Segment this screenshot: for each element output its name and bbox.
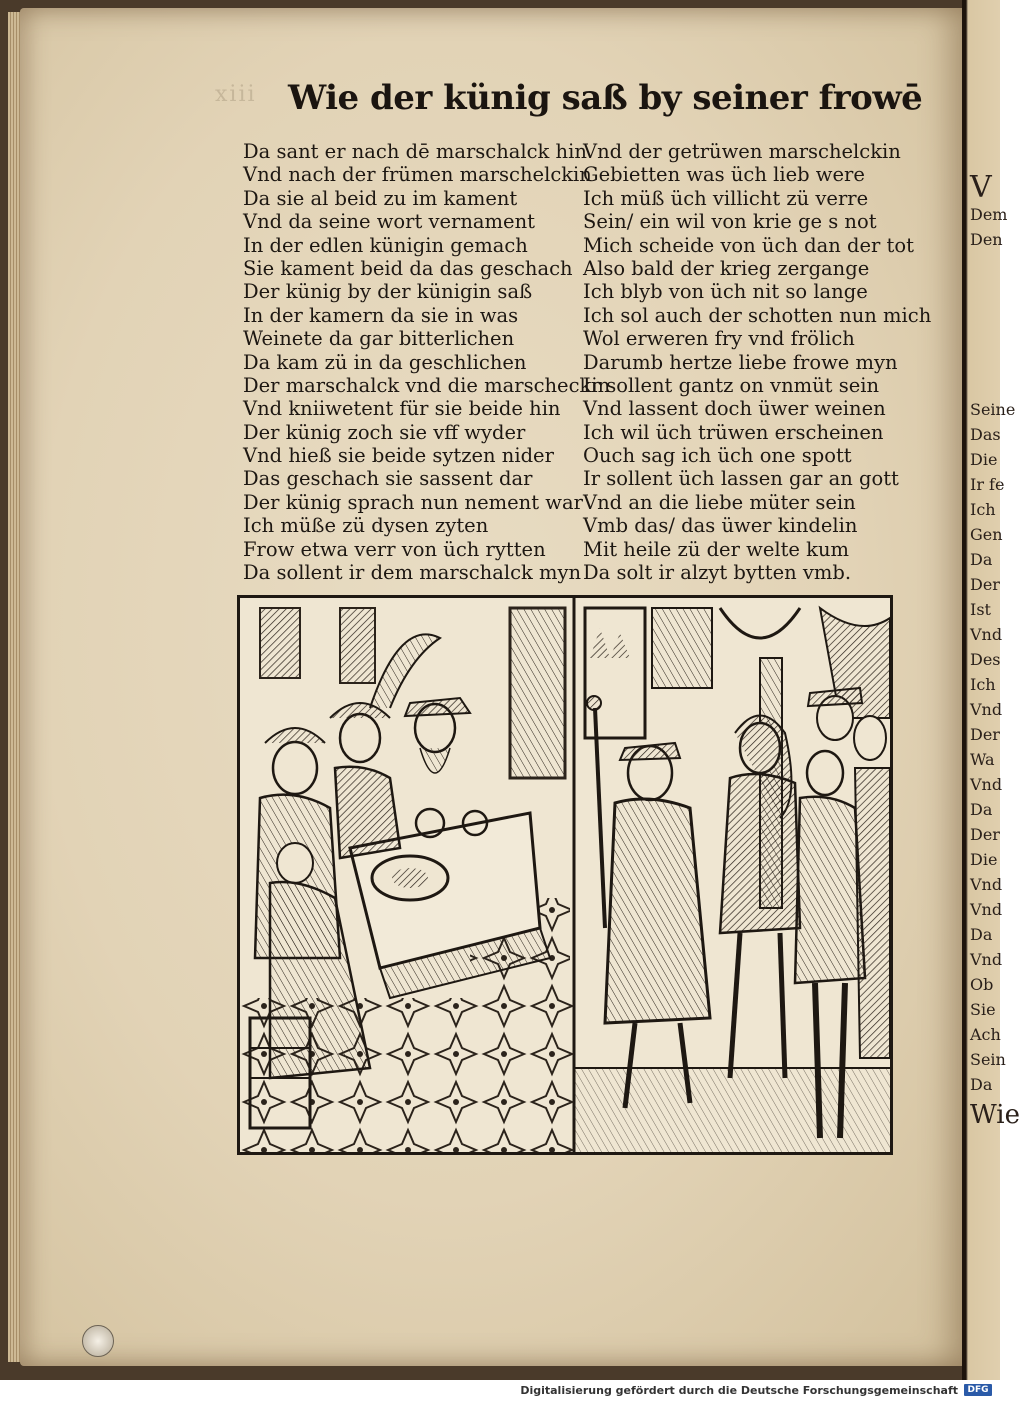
verse-line: Sie kament beid da das geschach [243,256,573,280]
verse-line: Ich müß üch villicht zü verre [583,186,869,210]
verse-line: Der künig by der künigin saß [243,280,533,304]
verse-line: Gebietten was üch lieb were [583,163,865,187]
verse-line: Vnd da seine wort vernament [243,210,535,234]
verse-line: Ir sollent üch lassen gar an gott [583,467,899,491]
verse-line: Da sant er nach dē marschalck hin [243,140,587,163]
dfg-logo: DFG [964,1384,992,1396]
bleed-through: xiii [215,82,257,107]
verse-line: Da kam zü in da geschlichen [243,350,527,374]
verse-line: Ich sol auch der schotten nun mich [583,303,932,327]
verse-line: Der künig sprach nun nement war [243,490,583,514]
verse-line: Da sie al beid zu im kament [243,186,518,210]
text-column-right [583,140,932,585]
verse-line: Also bald der krieg zergange [583,256,870,280]
footer-bar [0,1380,1000,1401]
page-clip [82,1325,114,1357]
verse-line: Ich müße zü dysen zyten [243,514,489,538]
verse-line: Ouch sag ich üch one spott [583,444,852,468]
verse-line: Vnd kniiwetent für sie beide hin [243,397,561,421]
verse-line: Sein/ ein wil von krie ge s not [583,210,877,234]
verse-line: Der künig zoch sie vff wyder [243,420,526,444]
verse-line: Vnd an die liebe müter sein [583,490,856,514]
verse-line: Darumb hertze liebe frowe myn [583,350,898,374]
woodcut-illustration [237,595,893,1155]
text-column-left [243,140,611,585]
funding-credit: Digitalisierung gefördert durch die Deutsche Forschungsgemeinschaft [520,1384,958,1397]
verse-line: Mit heile zü der welte kum [583,537,850,561]
facing-page-edge: V Dem Den Seine Das Die Ir fe Ich Gen Da Der Ist Vnd Des Ich Vnd Der Wa Vnd Da Der Die Vnd Vnd Da Vnd Ob Sie Ach Sein Da Wie [962,0,1000,1380]
verse-line: Der marschalck vnd die marscheckin [243,373,611,397]
verse-line: Ich blyb von üch nit so lange [583,280,868,304]
verse-line: Ich wil üch trüwen erscheinen [583,420,884,444]
verse-line: Da solt ir alzyt bytten vmb. [583,561,852,585]
verse-line: Wol erweren fry vnd frölich [583,327,855,351]
page-title: Wie der künig saß by seiner frowē [288,78,923,118]
verse-line: Da sollent ir dem marschalck myn [243,561,582,585]
verse-line: In der kamern da sie in was [243,303,519,327]
verse-line: Weinete da gar bitterlichen [243,327,515,351]
verse-line: Ir sollent gantz on vnmüt sein [583,373,880,397]
verse-line: Frow etwa verr von üch rytten [243,537,546,561]
verse-line: Mich scheide von üch dan der tot [583,233,914,257]
verse-line: Vnd hieß sie beide sytzen nider [243,444,554,468]
verse-line: Vnd der getrüwen marschelckin [583,140,901,163]
verse-line: Vmb das/ das üwer kindelin [583,514,858,538]
woodcut-drawing [240,598,890,1152]
verse-line: In der edlen künigin gemach [243,233,528,257]
verse-line: Vnd lassent doch üwer weinen [583,397,886,421]
verse-line: Vnd nach der frümen marschelckin [243,163,592,187]
verse-line: Das geschach sie sassent dar [243,467,533,491]
